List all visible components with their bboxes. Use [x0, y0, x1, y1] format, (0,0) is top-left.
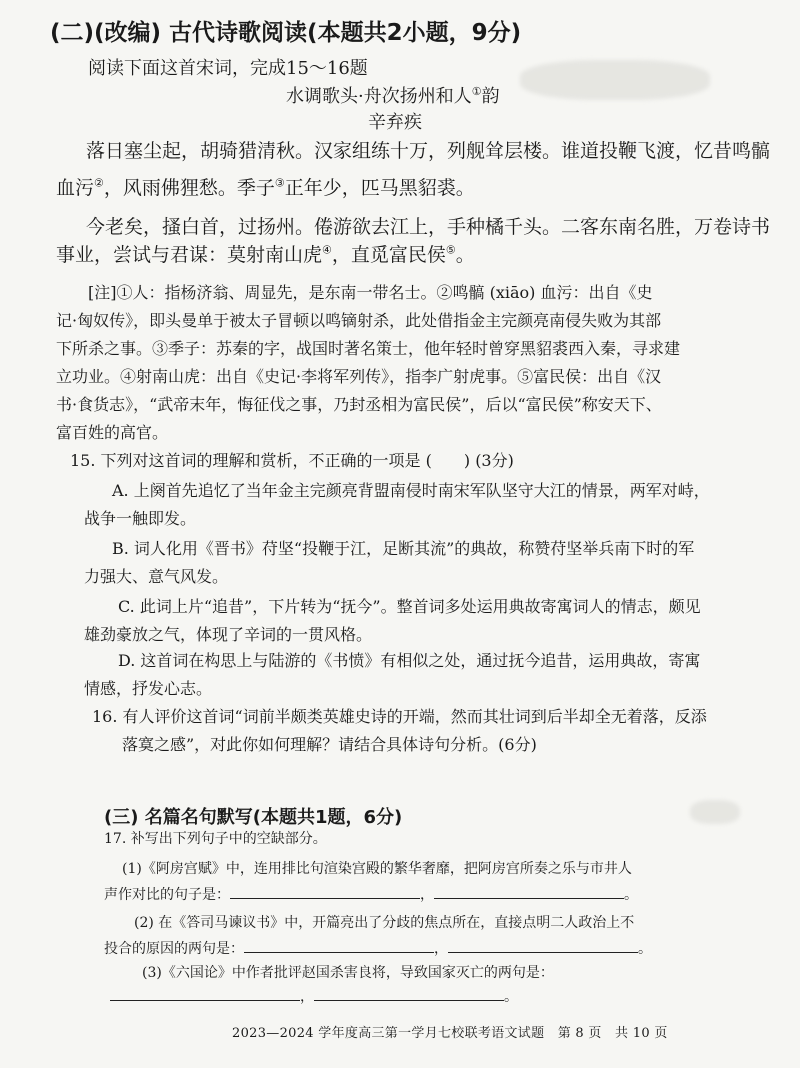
poem-line: 今老矣，搔白首，过扬州。倦游欲去江上，手种橘千头。二客东南名胜，万卷诗书 [86, 216, 771, 238]
section-title: (二)(改编) 古代诗歌阅读(本题共2小题，9分) [50, 20, 522, 46]
recitation-item: (2) 在《答司马谏议书》中，开篇亮出了分歧的焦点所在，直接点明二人政治上不 [134, 915, 635, 931]
recitation-item-cont: ， 。 [110, 986, 518, 1006]
answer-blank[interactable] [244, 938, 434, 953]
option-a: A. 上阕首先追忆了当年金主完颜亮背盟南侵时南宋军队坚守大江的情景，两军对峙， [112, 481, 710, 500]
answer-blank[interactable] [314, 986, 504, 1001]
question-16-cont: 落寞之感”，对此你如何理解？请结合具体诗句分析。(6分) [122, 735, 537, 754]
option-c: C. 此词上片“追昔”，下片转为“抚今”。整首词多处运用典故寄寓词人的情志，颇见 [118, 597, 701, 616]
answer-blank[interactable] [448, 938, 638, 953]
recitation-item: (1)《阿房宫赋》中，连用排比句渲染宫殿的繁华奢靡，把阿房宫所奏之乐与市井人 [122, 861, 632, 877]
recitation-item-cont: 投合的原因的两句是： ， 。 [104, 938, 652, 958]
answer-blank[interactable] [230, 884, 420, 899]
question-16: 16. 有人评价这首词“词前半颇类英雄史诗的开端，然而其壮词到后半却全无着落，反添 [92, 707, 707, 726]
option-d: D. 这首词在构思上与陆游的《书愤》有相似之处，通过抚今追昔，运用典故，寄寓 [118, 651, 701, 670]
section-title: (三) 名篇名句默写(本题共1题，6分) [104, 807, 403, 828]
answer-blank[interactable] [434, 884, 624, 899]
question-17: 17. 补写出下列句子中的空缺部分。 [104, 831, 327, 847]
poem-line: 事业，尝试与君谋：莫射南山虎④，直觅富民侯⑤。 [56, 243, 475, 266]
page-footer: 2023—2024 学年度高三第一学月七校联考语文试题 第 8 页 共 10 页 [232, 1026, 668, 1041]
poem-title: 水调歌头·舟次扬州和人①韵 [286, 85, 500, 107]
option-b-cont: 力强大、意气风发。 [84, 567, 229, 586]
instruction: 阅读下面这首宋词，完成15～16题 [88, 58, 368, 79]
question-15: 15. 下列对这首词的理解和赏析，不正确的一项是 ( ) (3分) [70, 451, 514, 470]
option-b: B. 词人化用《晋书》苻坚“投鞭于江，足断其流”的典故，称赞苻坚举兵南下时的军 [112, 539, 695, 558]
option-d-cont: 情感，抒发心志。 [84, 679, 213, 698]
note-line: 下所杀之事。③季子：苏秦的字，战国时著名策士，他年轻时曾穿黑貂裘西入秦，寻求建 [56, 339, 681, 358]
option-c-cont: 雄劲豪放之气，体现了辛词的一贯风格。 [84, 625, 373, 644]
option-a-cont: 战争一触即发。 [84, 509, 197, 528]
recitation-item: (3)《六国论》中作者批评赵国杀害良将，导致国家灭亡的两句是： [142, 965, 554, 981]
note-line: 富百姓的高官。 [56, 423, 169, 442]
poem-author: 辛弃疾 [368, 112, 422, 133]
recitation-item-cont: 声作对比的句子是： ， 。 [104, 884, 638, 904]
bleed-through-smudge [690, 800, 740, 824]
note-line: 立功业。④射南山虎：出自《史记·李将军列传》，指李广射虎事。⑤富民侯：出自《汉 [56, 367, 662, 386]
note-line: [注]①人：指杨济翁、周显先，是东南一带名士。②鸣髇 (xiāo) 血污：出自《史 [88, 283, 653, 302]
poem-line: 血污②，风雨佛狸愁。季子③正年少，匹马黑貂裘。 [56, 176, 475, 199]
note-line: 书·食货志》，“武帝末年，悔征伐之事，乃封丞相为富民侯”，后以“富民侯”称安天下、 [56, 395, 662, 414]
note-line: 记·匈奴传》，即头曼单于被太子冒顿以鸣镝射杀，此处借指金主完颜亮南侵失败为其部 [56, 311, 662, 330]
bleed-through-smudge [520, 60, 710, 100]
answer-blank[interactable] [110, 986, 300, 1001]
poem-line: 落日塞尘起，胡骑猎清秋。汉家组练十万，列舰耸层楼。谁道投鞭飞渡，忆昔鸣髇 [86, 140, 771, 162]
